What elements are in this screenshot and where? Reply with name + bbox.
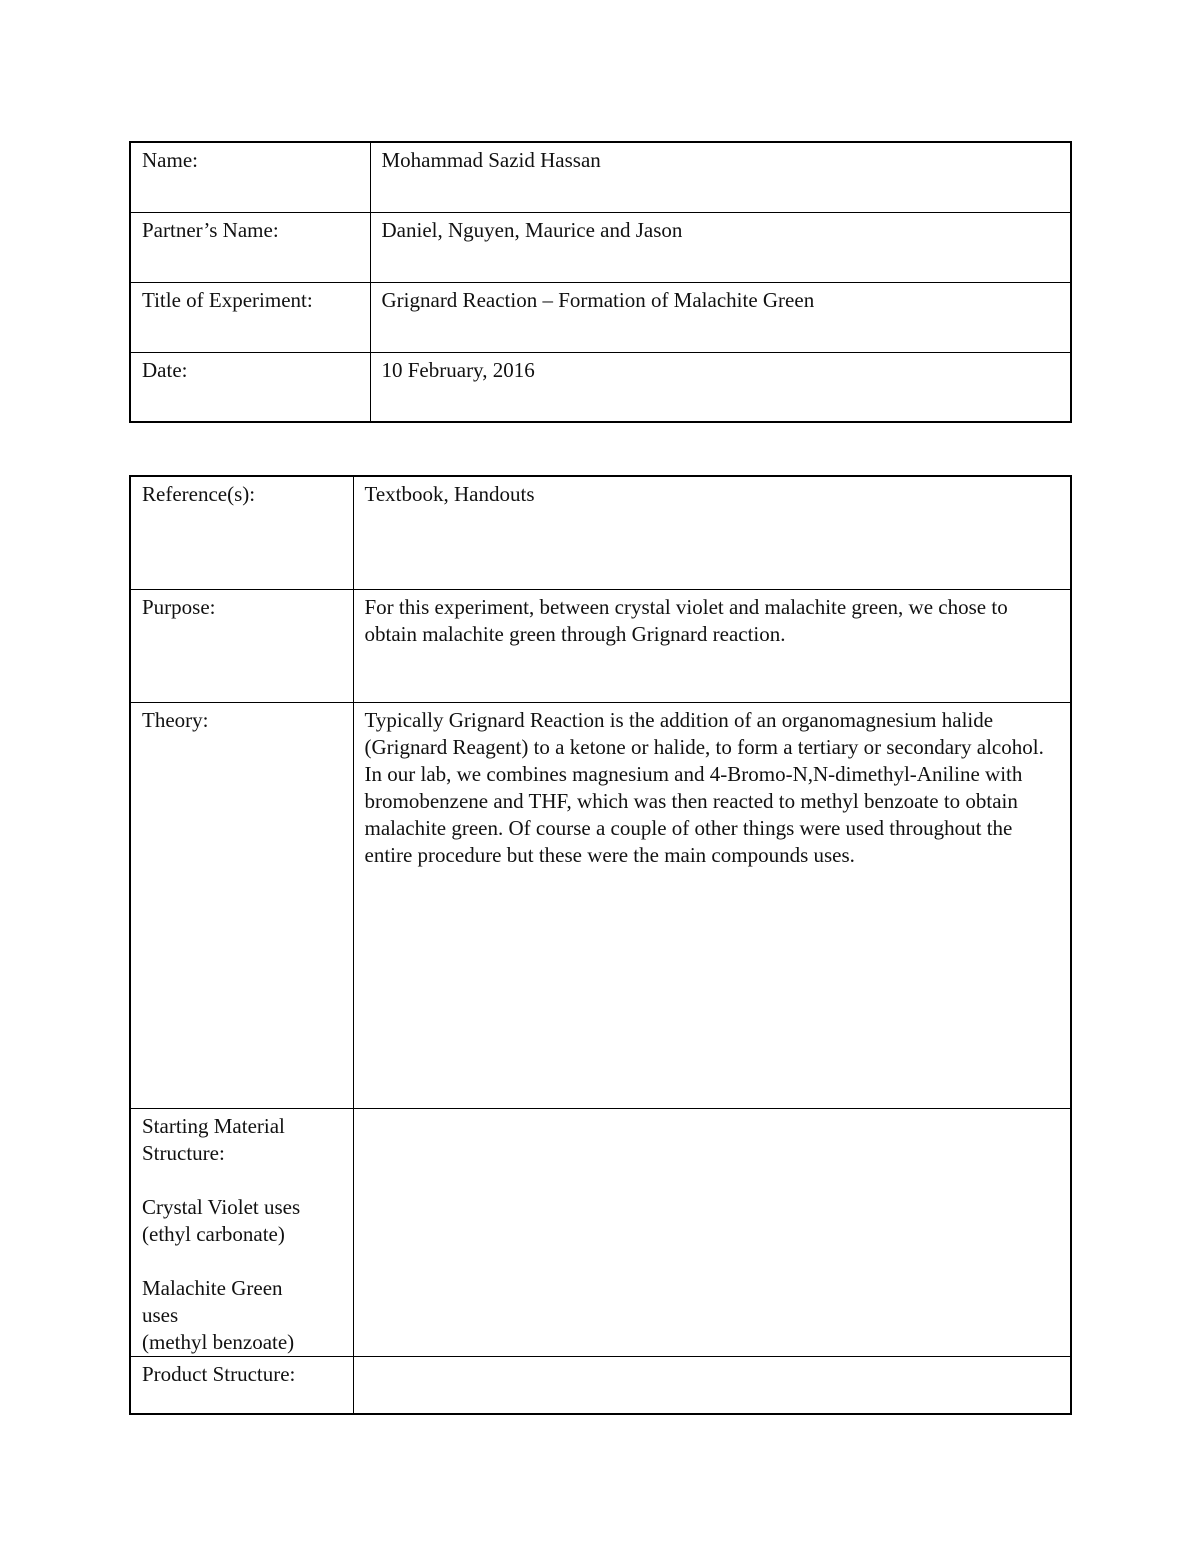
product-structure-label: Product Structure: [130,1356,353,1414]
references-value: Textbook, Handouts [353,476,1071,589]
malachite-green-line2: uses [142,1302,179,1327]
crystal-violet-line1: Crystal Violet uses [142,1194,301,1219]
starting-material-label-line1: Starting Material [142,1113,285,1138]
purpose-value: For this experiment, between crystal violet and malachite green, we chose to obtain malachite green through Grignard reaction. [353,589,1071,702]
date-label: Date: [130,352,370,422]
theory-row [130,702,1071,1108]
starting-material-row [130,1108,1071,1356]
references-row [130,476,1071,589]
name-label: Name: [130,142,370,212]
experiment-title-value: Grignard Reaction – Formation of Malachite Green [370,282,1071,352]
spacer [142,1167,342,1194]
partners-label: Partner’s Name: [130,212,370,282]
starting-material-label-cell [130,1108,353,1356]
partners-value: Daniel, Nguyen, Maurice and Jason [370,212,1071,282]
theory-label: Theory: [130,702,353,1108]
name-row [130,142,1071,212]
experiment-title-row [130,282,1071,352]
spacer [142,1248,342,1275]
partners-row [130,212,1071,282]
purpose-row [130,589,1071,702]
crystal-violet-line2: (ethyl carbonate) [142,1221,285,1246]
starting-material-label-line2: Structure: [142,1140,225,1165]
references-label: Reference(s): [130,476,353,589]
theory-value: Typically Grignard Reaction is the addition of an organomagnesium halide (Grignard Reagent) to a ketone or halide, to form a tertiary or secondary alcohol. In our lab, we combines magnesium and 4-Bromo-N,N-dimethyl-Aniline with bromobenzene and THF, which was then reacted to methyl benzoate to obtain malachite green. Of course a couple of other things were used throughout the entire procedure but these were the main compounds uses. [353,702,1071,1108]
name-value: Mohammad Sazid Hassan [370,142,1071,212]
product-structure-row [130,1356,1071,1414]
experiment-details-table [129,475,1072,1415]
starting-material-value [353,1108,1071,1356]
malachite-green-line3: (methyl benzoate) [142,1329,295,1354]
malachite-green-line1: Malachite Green [142,1275,283,1300]
date-row [130,352,1071,422]
product-structure-value [353,1356,1071,1414]
header-info-table [129,141,1072,423]
date-value: 10 February, 2016 [370,352,1071,422]
experiment-title-label: Title of Experiment: [130,282,370,352]
purpose-label: Purpose: [130,589,353,702]
